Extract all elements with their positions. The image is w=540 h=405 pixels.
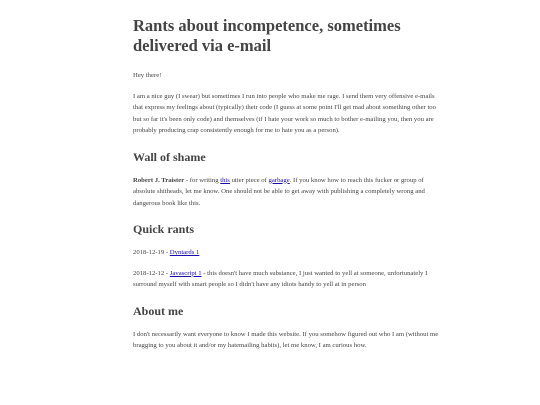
rant-date: 2018-12-12 [133,269,165,277]
shame-link-this[interactable]: this [220,176,230,184]
shame-text-before: - for writing [184,176,221,184]
page-content [133,0,439,352]
rant-separator: - [164,269,170,277]
rant-item [133,247,439,259]
page-title: Rants about incompetence, sometimes delivered via e-mail [133,16,401,55]
shame-name: Robert J. Traister [133,176,185,184]
greeting-text: Hey there! [133,72,162,79]
shame-text-mid: utter piece of [229,176,269,184]
about-paragraph: I don't necessarily want everyone to know I made this website. If you somehow figured out who I am (without me bragging to you about it and/or my hatemailing habits), let me know, I am curious how. [133,330,439,349]
wall-of-shame-entry [133,175,439,210]
wall-of-shame-heading: Wall of shame [133,149,206,164]
shame-text-after: . If you know how to reach this fucker or group of absolute shitheads, let me know. One should not be able to get away with publishing a completely wrong and dangerous book like this. [133,176,425,207]
shame-link-garbage[interactable]: garbage [268,176,290,184]
rant-item [133,268,439,291]
intro-paragraph: I am a nice guy (I swear) but sometimes I run into people who make me rage. I send them very offensive e-mails that express my feelings about (typically) their code (I guess at some point I'll get mad about something other too but so far it's been only code) and themselves (if I hate your work so much to bother e-mailing you, then you are probably producing crap consistently enough for me to hate you as a person). [133,92,436,134]
about-heading: About me [133,303,184,318]
rant-date: 2018-12-19 [133,249,165,256]
quick-rants-heading: Quick rants [133,222,195,236]
rant-link-dyntards-1[interactable]: Dyntards 1 [169,249,200,256]
rant-separator: - [164,249,170,256]
rant-link-javascript-1[interactable]: Javascript 1 [169,269,202,277]
rant-text: - this doesn't have much substance, I just wanted to yell at someone, unfortunately I surround myself with smart people so I didn't have any idiots handy to yell at in person [133,269,428,288]
